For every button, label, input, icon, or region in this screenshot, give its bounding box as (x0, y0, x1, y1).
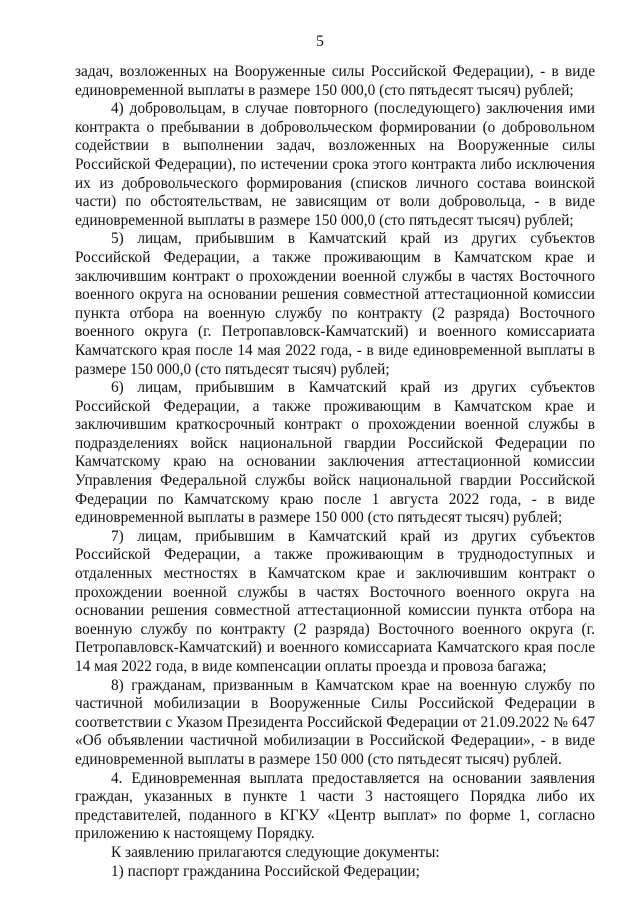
page-number: 5 (316, 33, 324, 50)
paragraph-item-4: 4) добровольцам, в случае повторного (последующего) заключения ими контракта о пребывании в добровольческом формировании (о добровольном содействии в выполнении задач, возложенных на Вооруженные силы Российской Федерации), по истечении срока этого контракта либо исключения их из добровольческого формирования (списков личного состава воинской части) по обстоятельствам, не зависящим от воли добровольца, - в виде единовременной выплаты в размере 150 000,0 (сто пятьдесят тысяч) рублей; (75, 100, 595, 229)
paragraph-item-8: 8) гражданам, призванным в Камчатском крае на военную службу по частичной мобилизации в Вооруженные Силы Российской Федерации в соответствии с Указом Президента Российской Федерации от 21.09.2022 № 647 «Об объявлении частичной мобилизации в Российской Федерации», - в виде единовременной выплаты в размере 150 000 (сто пятьдесят тысяч) рублей. (75, 676, 595, 768)
paragraph-documents-item-1: 1) паспорт гражданина Российской Федерации; (111, 862, 420, 880)
paragraph-item-5: 5) лицам, прибывшим в Камчатский край из других субъектов Российской Федерации, а также проживающим в Камчатском крае и заключившим контракт о прохождении военной службы в частях Восточного военного округа на основании решения совместной аттестационной комиссии пункта отбора на военную службу по контракту (2 разряда) Восточного военного округа (г. Петропавловск-Камчатский) и военного комиссариата Камчатского края после 14 мая 2022 года, - в виде единовременной выплаты в размере 150 000,0 (сто пятьдесят тысяч) рублей; (75, 230, 595, 378)
paragraph-documents-intro: К заявлению прилагаются следующие документы: (111, 843, 440, 861)
document-body (75, 63, 595, 881)
paragraph-item-7: 7) лицам, прибывшим в Камчатский край из других субъектов Российской Федерации, а также проживающим в труднодоступных и отдаленных местностях в Камчатском крае и заключившим контракт о прохождении военной службы в частях Восточного военного округа на основании решения совместной аттестационной комиссии пункта отбора на военную службу по контракту (2 разряда) Восточного военного округа (г. Петропавловск-Камчатский) и военного комиссариата Камчатского края после 14 мая 2022 года, в виде компенсации оплаты проезда и провоза багажа; (75, 527, 595, 675)
paragraph-section-4: 4. Единовременная выплата предоставляется на основании заявления граждан, указанных в пункте 1 части 3 настоящего Порядка либо их представителей, поданного в КГКУ «Центр выплат» по форме 1, согласно приложению к настоящему Порядку. (75, 769, 595, 843)
paragraph-item-6: 6) лицам, прибывшим в Камчатский край из других субъектов Российской Федерации, а также проживающим в Камчатском крае и заключившим краткосрочный контракт о прохождении военной службы в подразделениях войск национальной гвардии Российской Федерации по Камчатскому краю на основании заключения аттестационной комиссии Управления Федеральной службы войск национальной гвардии Российской Федерации по Камчатскому краю после 1 августа 2022 года, - в виде единовременной выплаты в размере 150 000 (сто пятьдесят тысяч) рублей; (75, 379, 595, 527)
paragraph-continuation: задач, возложенных на Вооруженные силы Российской Федерации), - в виде единовременной выплаты в размере 150 000,0 (сто пятьдесят тысяч) рублей; (75, 63, 595, 99)
